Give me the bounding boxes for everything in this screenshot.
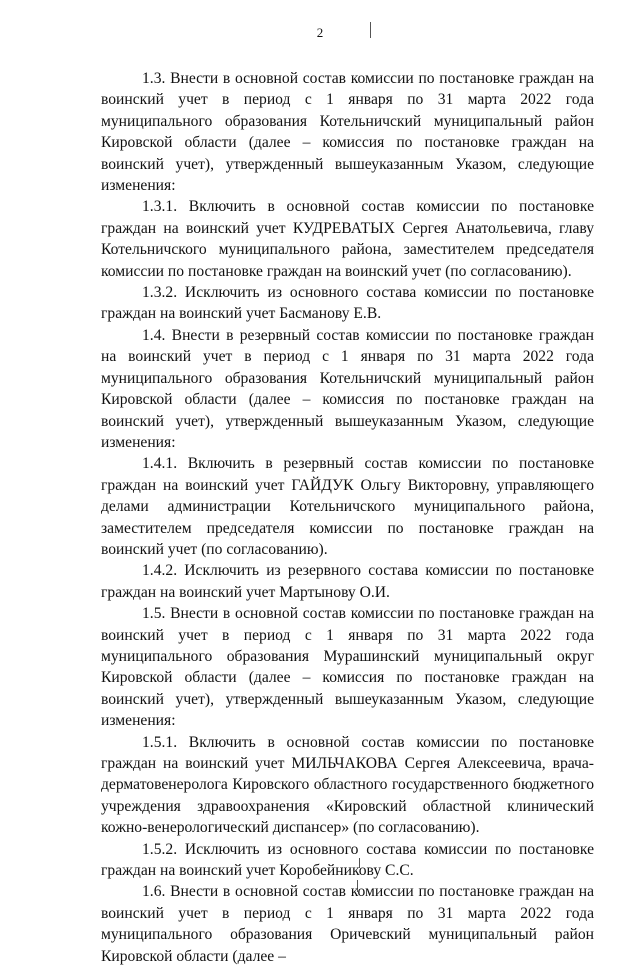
document-body <box>101 68 594 967</box>
paragraph-1-4: 1.4. Внести в резервный состав комиссии по постановке граждан на воинский учет в период с 1 января по 31 марта 2022 года муниципального образования Котельничский муниципальный район Кировской области (далее – комиссия по постановке граждан на воинский учет), утвержденный вышеуказанным Указом, следующие изменения: <box>101 326 594 451</box>
paragraph-1-3-1: 1.3.1. Включить в основной состав комиссии по постановке граждан на воинский учет КУДРЕВАТЫХ Сергея Анатольевича, главу Котельничского муниципального района, заместителем председателя комиссии по постановке граждан на воинский учет (по согласованию). <box>101 198 594 280</box>
paragraph-1-5-2: 1.5.2. Исключить из основного состава комиссии по постановке граждан на воинский учет Коробейникову С.С. <box>101 840 594 880</box>
paragraph-1-3: 1.3. Внести в основной состав комиссии по постановке граждан на воинский учет в период с 1 января по 31 марта 2022 года муниципального образования Котельничский муниципальный район Кировской области (далее – комиссия по постановке граждан на воинский учет), утвержденный вышеуказанным Указом, следующие изменения: <box>101 70 594 195</box>
page-number: 2 <box>316 25 324 40</box>
paragraph-1-6: 1.6. Внести в основной состав комиссии по постановке граждан на воинский учет в период с 1 января по 31 марта 2022 года муниципального образования Оричевский муниципальный район Кировской области (далее – <box>101 883 594 965</box>
paragraph-1-3-2: 1.3.2. Исключить из основного состава комиссии по постановке граждан на воинский учет Басманову Е.В. <box>101 284 594 323</box>
paragraph-1-4-2: 1.4.2. Исключить из резервного состава комиссии по постановке граждан на воинский учет Мартынову О.И. <box>101 562 594 601</box>
paragraph-1-4-1: 1.4.1. Включить в резервный состав комиссии по постановке граждан на воинский учет ГАЙДУК Ольгу Викторовну, управляющего делами администрации Котельничского муниципального района, заместителем председателя комиссии по постановке граждан на воинский учет (по согласованию). <box>101 455 594 558</box>
paragraph-1-5: 1.5. Внести в основной состав комиссии по постановке граждан на воинский учет в период с 1 января по 31 марта 2022 года муниципального образования Мурашинский муниципальный округ Кировской области (далее – комиссия по постановке граждан на воинский учет), утвержденный вышеуказанным Указом, следующие изменения: <box>101 605 594 730</box>
paragraph-1-5-1: 1.5.1. Включить в основной состав комиссии по постановке граждан на воинский учет МИЛЬЧАКОВА Сергея Алексеевича, врача-дерматовенеролога Кировского областного государственного бюджетного учреждения здравоохранения «Кировский областной клинический кожно-венерологический диспансер» (по согласованию). <box>101 733 594 837</box>
scan-artifact-line <box>370 22 371 38</box>
